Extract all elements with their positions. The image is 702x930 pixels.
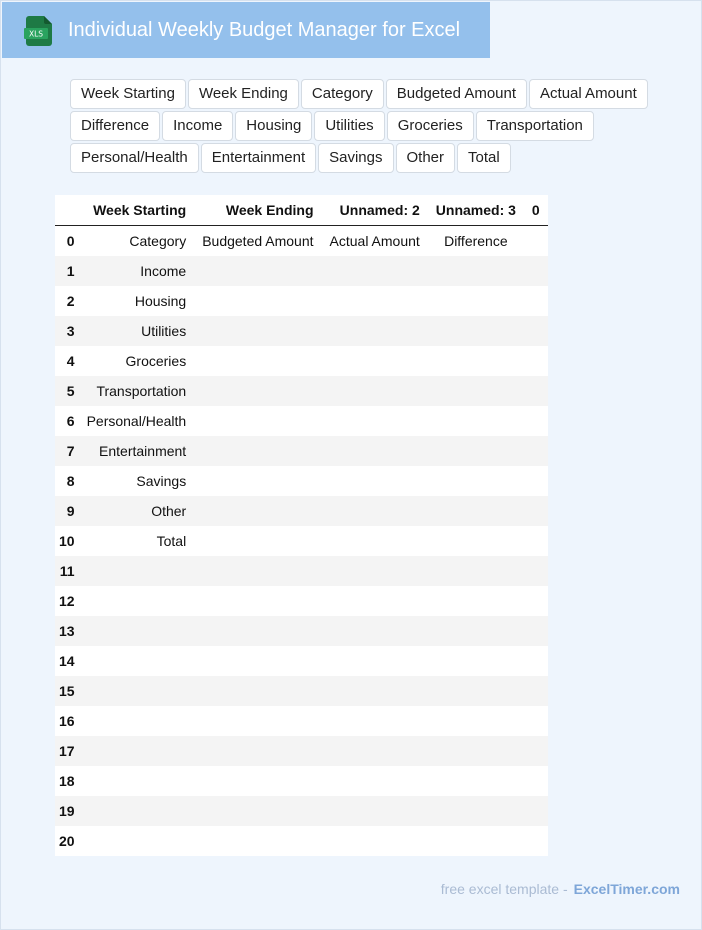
column-header bbox=[55, 195, 79, 226]
table-cell[interactable] bbox=[524, 556, 548, 586]
table-cell[interactable] bbox=[428, 616, 524, 646]
table-cell[interactable] bbox=[524, 766, 548, 796]
table-cell[interactable] bbox=[79, 826, 195, 856]
column-header: Unnamed: 3 bbox=[428, 195, 524, 226]
table-cell[interactable]: Transportation bbox=[79, 376, 195, 406]
table-row bbox=[55, 826, 548, 856]
table-cell[interactable] bbox=[194, 616, 321, 646]
row-index: 12 bbox=[55, 586, 79, 616]
row-index: 9 bbox=[55, 496, 79, 526]
row-index: 14 bbox=[55, 646, 79, 676]
page-title: Individual Weekly Budget Manager for Excel bbox=[68, 19, 461, 41]
row-index: 4 bbox=[55, 346, 79, 376]
row-index: 1 bbox=[55, 256, 79, 286]
table-cell[interactable] bbox=[524, 796, 548, 826]
table-cell[interactable] bbox=[428, 706, 524, 736]
table-cell[interactable]: Utilities bbox=[79, 316, 195, 346]
table-cell[interactable] bbox=[428, 286, 524, 316]
table-cell[interactable] bbox=[322, 556, 428, 586]
table-cell[interactable]: Category bbox=[79, 226, 195, 257]
table-cell[interactable] bbox=[428, 526, 524, 556]
table-row bbox=[55, 706, 548, 736]
table-cell[interactable] bbox=[322, 436, 428, 466]
column-tag-list bbox=[70, 79, 660, 175]
table-cell[interactable] bbox=[322, 586, 428, 616]
table-cell[interactable] bbox=[428, 316, 524, 346]
table-cell[interactable] bbox=[524, 346, 548, 376]
table-cell[interactable] bbox=[428, 556, 524, 586]
column-tag[interactable]: Savings bbox=[318, 143, 393, 173]
row-index: 7 bbox=[55, 436, 79, 466]
table-cell[interactable] bbox=[524, 646, 548, 676]
table-cell[interactable] bbox=[322, 496, 428, 526]
table-row bbox=[55, 526, 548, 556]
table-cell[interactable] bbox=[524, 526, 548, 556]
table-row bbox=[55, 796, 548, 826]
table-cell[interactable] bbox=[428, 796, 524, 826]
table-cell[interactable] bbox=[322, 256, 428, 286]
table-row bbox=[55, 346, 548, 376]
column-header: 0 bbox=[524, 195, 548, 226]
table-row bbox=[55, 616, 548, 646]
column-tag[interactable]: Utilities bbox=[314, 111, 384, 141]
table-cell[interactable] bbox=[322, 526, 428, 556]
table-cell[interactable] bbox=[524, 616, 548, 646]
table-cell[interactable]: Savings bbox=[79, 466, 195, 496]
table-cell[interactable] bbox=[428, 466, 524, 496]
table-cell[interactable] bbox=[194, 346, 321, 376]
table-cell[interactable] bbox=[428, 646, 524, 676]
table-cell[interactable] bbox=[428, 436, 524, 466]
column-header: Unnamed: 2 bbox=[322, 195, 428, 226]
table-cell[interactable] bbox=[524, 826, 548, 856]
row-index: 8 bbox=[55, 466, 79, 496]
table-row bbox=[55, 586, 548, 616]
column-tag[interactable]: Income bbox=[162, 111, 233, 141]
table-row bbox=[55, 286, 548, 316]
row-index: 17 bbox=[55, 736, 79, 766]
table-cell[interactable] bbox=[524, 436, 548, 466]
table-row bbox=[55, 556, 548, 586]
row-index: 0 bbox=[55, 226, 79, 257]
table-cell[interactable] bbox=[194, 286, 321, 316]
table-row bbox=[55, 256, 548, 286]
column-tag[interactable]: Other bbox=[396, 143, 456, 173]
column-tag[interactable]: Personal/Health bbox=[70, 143, 199, 173]
table-cell[interactable] bbox=[79, 796, 195, 826]
table-cell[interactable] bbox=[524, 316, 548, 346]
row-index: 5 bbox=[55, 376, 79, 406]
row-index: 10 bbox=[55, 526, 79, 556]
table-cell[interactable] bbox=[322, 376, 428, 406]
table-cell[interactable] bbox=[194, 406, 321, 436]
column-tag[interactable]: Entertainment bbox=[201, 143, 316, 173]
column-tag[interactable]: Actual Amount bbox=[529, 79, 648, 109]
table-cell[interactable] bbox=[79, 586, 195, 616]
table-cell[interactable]: Entertainment bbox=[79, 436, 195, 466]
row-index: 18 bbox=[55, 766, 79, 796]
table-cell[interactable] bbox=[322, 736, 428, 766]
table-row bbox=[55, 766, 548, 796]
table-cell[interactable] bbox=[79, 646, 195, 676]
table-cell[interactable] bbox=[524, 406, 548, 436]
table-cell[interactable] bbox=[79, 616, 195, 646]
table-cell[interactable] bbox=[194, 316, 321, 346]
table-cell[interactable] bbox=[428, 256, 524, 286]
table-cell[interactable] bbox=[428, 586, 524, 616]
table-cell[interactable] bbox=[524, 226, 548, 257]
table-cell[interactable] bbox=[194, 586, 321, 616]
table-row bbox=[55, 676, 548, 706]
table-row bbox=[55, 466, 548, 496]
table-cell[interactable] bbox=[524, 706, 548, 736]
table-cell[interactable] bbox=[79, 736, 195, 766]
row-index: 13 bbox=[55, 616, 79, 646]
table-cell[interactable] bbox=[322, 646, 428, 676]
column-header: Week Ending bbox=[194, 195, 321, 226]
table-cell[interactable] bbox=[524, 496, 548, 526]
table-cell[interactable] bbox=[428, 826, 524, 856]
table-cell[interactable]: Other bbox=[79, 496, 195, 526]
table-cell[interactable] bbox=[194, 556, 321, 586]
table-cell[interactable] bbox=[524, 376, 548, 406]
table-cell[interactable] bbox=[428, 766, 524, 796]
table-row bbox=[55, 406, 548, 436]
column-tag[interactable]: Groceries bbox=[387, 111, 474, 141]
column-tag[interactable]: Difference bbox=[70, 111, 160, 141]
table-cell[interactable] bbox=[322, 406, 428, 436]
column-tag[interactable]: Transportation bbox=[476, 111, 594, 141]
table-row bbox=[55, 226, 548, 257]
column-tag[interactable]: Category bbox=[301, 79, 384, 109]
table-cell[interactable] bbox=[428, 376, 524, 406]
table-cell[interactable] bbox=[194, 676, 321, 706]
table-header-row bbox=[55, 195, 548, 226]
table-cell[interactable] bbox=[322, 346, 428, 376]
column-tag[interactable]: Housing bbox=[235, 111, 312, 141]
table-cell[interactable]: Personal/Health bbox=[79, 406, 195, 436]
header-bar bbox=[2, 2, 490, 58]
table-cell[interactable]: Housing bbox=[79, 286, 195, 316]
column-tag[interactable]: Week Starting bbox=[70, 79, 186, 109]
row-index: 16 bbox=[55, 706, 79, 736]
table-cell[interactable] bbox=[322, 616, 428, 646]
table-row bbox=[55, 376, 548, 406]
table-cell[interactable] bbox=[194, 526, 321, 556]
table-cell[interactable] bbox=[79, 766, 195, 796]
table-cell[interactable] bbox=[194, 766, 321, 796]
table-row bbox=[55, 316, 548, 346]
table-row bbox=[55, 496, 548, 526]
table-cell[interactable] bbox=[79, 676, 195, 706]
table-cell[interactable] bbox=[322, 766, 428, 796]
table-cell[interactable] bbox=[524, 466, 548, 496]
row-index: 15 bbox=[55, 676, 79, 706]
table-cell[interactable] bbox=[524, 256, 548, 286]
table-cell[interactable] bbox=[194, 466, 321, 496]
row-index: 11 bbox=[55, 556, 79, 586]
column-tag[interactable]: Budgeted Amount bbox=[386, 79, 527, 109]
row-index: 3 bbox=[55, 316, 79, 346]
table-cell[interactable] bbox=[322, 826, 428, 856]
table-cell[interactable]: Actual Amount bbox=[322, 226, 428, 257]
table-cell[interactable] bbox=[524, 586, 548, 616]
table-cell[interactable] bbox=[322, 706, 428, 736]
table-cell[interactable] bbox=[524, 286, 548, 316]
table-cell[interactable] bbox=[428, 346, 524, 376]
footer bbox=[441, 881, 680, 897]
table-cell[interactable] bbox=[322, 676, 428, 706]
table-cell[interactable]: Total bbox=[79, 526, 195, 556]
table-row bbox=[55, 646, 548, 676]
table-cell[interactable] bbox=[79, 706, 195, 736]
table-cell[interactable] bbox=[428, 736, 524, 766]
table-cell[interactable]: Income bbox=[79, 256, 195, 286]
row-index: 2 bbox=[55, 286, 79, 316]
xls-file-icon bbox=[26, 16, 52, 46]
table-cell[interactable] bbox=[524, 736, 548, 766]
data-table bbox=[55, 195, 548, 856]
table-row bbox=[55, 736, 548, 766]
footer-text: free excel template - bbox=[440, 881, 568, 897]
column-header: Week Starting bbox=[79, 195, 195, 226]
column-tag[interactable]: Total bbox=[457, 143, 511, 173]
table-cell[interactable] bbox=[428, 406, 524, 436]
table-cell[interactable]: Difference bbox=[428, 226, 524, 257]
footer-brand-link[interactable]: ExcelTimer.com bbox=[573, 881, 680, 897]
data-table-container[interactable] bbox=[59, 195, 540, 856]
table-cell[interactable] bbox=[322, 286, 428, 316]
table-cell[interactable] bbox=[428, 676, 524, 706]
xls-icon-label: XLS bbox=[28, 29, 44, 39]
column-tag[interactable]: Week Ending bbox=[188, 79, 299, 109]
table-cell[interactable] bbox=[322, 796, 428, 826]
table-cell[interactable] bbox=[194, 706, 321, 736]
table-cell[interactable]: Groceries bbox=[79, 346, 195, 376]
table-cell[interactable]: Budgeted Amount bbox=[194, 226, 321, 257]
table-cell[interactable] bbox=[194, 796, 321, 826]
table-cell[interactable] bbox=[322, 466, 428, 496]
row-index: 6 bbox=[55, 406, 79, 436]
table-cell[interactable] bbox=[524, 676, 548, 706]
row-index: 20 bbox=[55, 826, 79, 856]
row-index: 19 bbox=[55, 796, 79, 826]
table-cell[interactable] bbox=[79, 556, 195, 586]
table-cell[interactable] bbox=[322, 316, 428, 346]
table-cell[interactable] bbox=[194, 256, 321, 286]
table-cell[interactable] bbox=[194, 436, 321, 466]
table-cell[interactable] bbox=[194, 376, 321, 406]
table-cell[interactable] bbox=[194, 646, 321, 676]
table-cell[interactable] bbox=[194, 496, 321, 526]
table-row bbox=[55, 436, 548, 466]
table-cell[interactable] bbox=[428, 496, 524, 526]
table-cell[interactable] bbox=[194, 826, 321, 856]
table-cell[interactable] bbox=[194, 736, 321, 766]
